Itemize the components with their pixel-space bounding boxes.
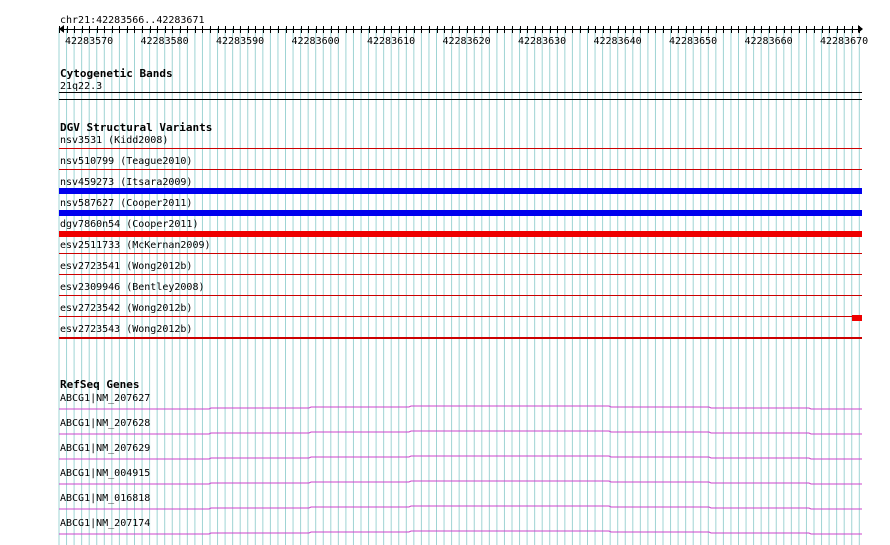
ruler-tick [218, 26, 219, 33]
gene-model[interactable] [59, 453, 862, 461]
ruler-tick [459, 26, 460, 33]
ruler-tick [391, 26, 392, 33]
gene-label[interactable]: ABCG1|NM_004915 [60, 468, 151, 479]
ruler-tick-label: 42283580 [140, 36, 189, 47]
ruler-tick [648, 26, 649, 33]
ruler-tick [806, 26, 807, 33]
ruler-tick [784, 26, 785, 33]
variant-label[interactable]: nsv587627 (Cooper2011) [60, 198, 193, 209]
ruler-tick [588, 26, 589, 33]
ruler-tick [240, 26, 241, 33]
ruler-tick [852, 26, 853, 33]
gene-label[interactable]: ABCG1|NM_207629 [60, 443, 151, 454]
ruler-tick [248, 26, 249, 33]
ruler-tick [497, 26, 498, 33]
ruler-tick [127, 26, 128, 33]
location-label: chr21:42283566..42283671 [60, 15, 205, 26]
ruler-tick [655, 26, 656, 33]
ruler-tick [603, 26, 604, 33]
ruler-tick [134, 26, 135, 33]
ruler-tick [119, 26, 120, 33]
ruler-tick [104, 26, 105, 33]
cytoband-track-title: Cytogenetic Bands [60, 67, 173, 80]
dgv-track-title: DGV Structural Variants [60, 121, 213, 134]
variant-label[interactable]: esv2309946 (Bentley2008) [60, 282, 205, 293]
ruler-tick-label: 42283600 [291, 36, 340, 47]
gene-model[interactable] [59, 528, 862, 536]
ruler-tick [255, 26, 256, 33]
ruler-tick [323, 26, 324, 33]
ruler-tick-label: 42283590 [216, 36, 265, 47]
ruler-tick [376, 26, 377, 33]
variant-divider [59, 169, 862, 170]
cytoband-line [59, 92, 862, 93]
gene-label[interactable]: ABCG1|NM_207628 [60, 418, 151, 429]
ruler-tick [308, 26, 309, 33]
ruler-tick [346, 26, 347, 33]
ruler-tick [693, 26, 694, 33]
variant-divider [59, 338, 862, 339]
ruler-tick [286, 26, 287, 33]
ruler-tick-label: 42283570 [65, 36, 114, 47]
ruler-tick [572, 26, 573, 33]
ruler-tick [776, 26, 777, 33]
ruler-tick [791, 26, 792, 33]
ruler-tick [799, 26, 800, 33]
ruler-tick [754, 26, 755, 33]
ruler-tick [671, 26, 672, 33]
ruler-tick [331, 26, 332, 33]
ruler-tick [369, 26, 370, 33]
ruler-tick [678, 26, 679, 33]
ruler-tick [686, 26, 687, 33]
ruler-tick [550, 26, 551, 33]
ruler-tick [82, 26, 83, 33]
variant-label[interactable]: nsv3531 (Kidd2008) [60, 135, 169, 146]
ruler-tick [142, 26, 143, 33]
variant-label[interactable]: nsv510799 (Teague2010) [60, 156, 193, 167]
ruler-tick [595, 26, 596, 33]
ruler-tick [89, 26, 90, 33]
ruler-tick [640, 26, 641, 33]
ruler-tick [361, 26, 362, 33]
ruler-tick [263, 26, 264, 33]
ruler-tick [769, 26, 770, 33]
ruler-tick-label: 42283630 [518, 36, 567, 47]
ruler-tick [112, 26, 113, 33]
variant-label[interactable]: esv2723543 (Wong2012b) [60, 324, 193, 335]
ruler-tick [625, 26, 626, 33]
ruler-tick [474, 26, 475, 33]
ruler-tick [489, 26, 490, 33]
ruler-tick [708, 26, 709, 33]
gene-label[interactable]: ABCG1|NM_207174 [60, 518, 151, 529]
ruler-tick [187, 26, 188, 33]
ruler-tick [731, 26, 732, 33]
ruler-tick [165, 26, 166, 33]
ruler-tick-label: 42283660 [744, 36, 793, 47]
ruler-left-arrow-icon [59, 25, 64, 33]
ruler-tick-label: 42283620 [442, 36, 491, 47]
refseq-track-title: RefSeq Genes [60, 378, 140, 391]
ruler-tick [67, 26, 68, 33]
ruler-tick [270, 26, 271, 33]
ruler-tick [172, 26, 173, 33]
ruler-right-arrow-icon [858, 25, 863, 33]
variant-label[interactable]: esv2723541 (Wong2012b) [60, 261, 193, 272]
ruler-tick [406, 26, 407, 33]
ruler-tick [723, 26, 724, 33]
ruler-tick [512, 26, 513, 33]
ruler-tick [157, 26, 158, 33]
ruler-tick [384, 26, 385, 33]
ruler-tick [761, 26, 762, 33]
ruler-tick [74, 26, 75, 33]
gene-model[interactable] [59, 428, 862, 436]
ruler-tick [421, 26, 422, 33]
ruler-tick [716, 26, 717, 33]
variant-bar-dgv7860n54[interactable] [59, 231, 862, 237]
ruler-tick [293, 26, 294, 33]
ruler-tick [565, 26, 566, 33]
ruler-tick [701, 26, 702, 33]
ruler-tick [535, 26, 536, 33]
ruler-tick [444, 26, 445, 33]
variant-label[interactable]: esv2723542 (Wong2012b) [60, 303, 193, 314]
ruler-tick [338, 26, 339, 33]
variant-divider [59, 148, 862, 149]
ruler-tick [633, 26, 634, 33]
gene-model[interactable] [59, 403, 862, 411]
ruler-tick [504, 26, 505, 33]
cytoband-label[interactable]: 21q22.3 [60, 81, 103, 92]
ruler-tick [150, 26, 151, 33]
variant-divider [59, 274, 862, 275]
ruler-tick [822, 26, 823, 33]
variant-bar-esv2723542[interactable] [852, 315, 862, 321]
ruler-tick-label: 42283610 [367, 36, 416, 47]
ruler-tick [527, 26, 528, 33]
gene-model[interactable] [59, 503, 862, 511]
ruler-tick [837, 26, 838, 33]
ruler-tick [399, 26, 400, 33]
ruler-tick [225, 26, 226, 33]
ruler-tick [738, 26, 739, 33]
ruler-tick [210, 26, 211, 33]
cytoband-divider [59, 99, 862, 100]
ruler-tick [437, 26, 438, 33]
ruler-tick [580, 26, 581, 33]
ruler-tick [557, 26, 558, 33]
ruler-tick [414, 26, 415, 33]
ruler-tick [618, 26, 619, 33]
ruler-tick [429, 26, 430, 33]
ruler-tick-label: 42283640 [593, 36, 642, 47]
ruler-tick [829, 26, 830, 33]
ruler-tick [195, 26, 196, 33]
ruler-tick [97, 26, 98, 33]
ruler-tick [520, 26, 521, 33]
ruler-tick [844, 26, 845, 33]
ruler-tick-label: 42283650 [669, 36, 718, 47]
variant-label[interactable]: esv2511733 (McKernan2009) [60, 240, 211, 251]
variant-label[interactable]: nsv459273 (Itsara2009) [60, 177, 193, 188]
ruler-tick [301, 26, 302, 33]
ruler-tick [316, 26, 317, 33]
ruler-tick [542, 26, 543, 33]
gene-label[interactable]: ABCG1|NM_207627 [60, 393, 151, 404]
ruler-tick [467, 26, 468, 33]
ruler-tick [233, 26, 234, 33]
variant-divider [59, 316, 862, 317]
variant-label[interactable]: dgv7860n54 (Cooper2011) [60, 219, 199, 230]
variant-divider [59, 253, 862, 254]
ruler-tick [202, 26, 203, 33]
ruler-tick [353, 26, 354, 33]
ruler-tick [180, 26, 181, 33]
variant-divider [59, 295, 862, 296]
variant-bar-nsv459273[interactable] [59, 188, 862, 194]
ruler-tick [452, 26, 453, 33]
ruler-tick [610, 26, 611, 33]
gene-model[interactable] [59, 478, 862, 486]
ruler-tick-label: 42283670 [820, 36, 869, 47]
ruler-tick [814, 26, 815, 33]
gene-label[interactable]: ABCG1|NM_016818 [60, 493, 151, 504]
ruler-tick [663, 26, 664, 33]
ruler-tick [278, 26, 279, 33]
ruler-tick [482, 26, 483, 33]
ruler-tick [746, 26, 747, 33]
variant-bar-nsv587627[interactable] [59, 210, 862, 216]
